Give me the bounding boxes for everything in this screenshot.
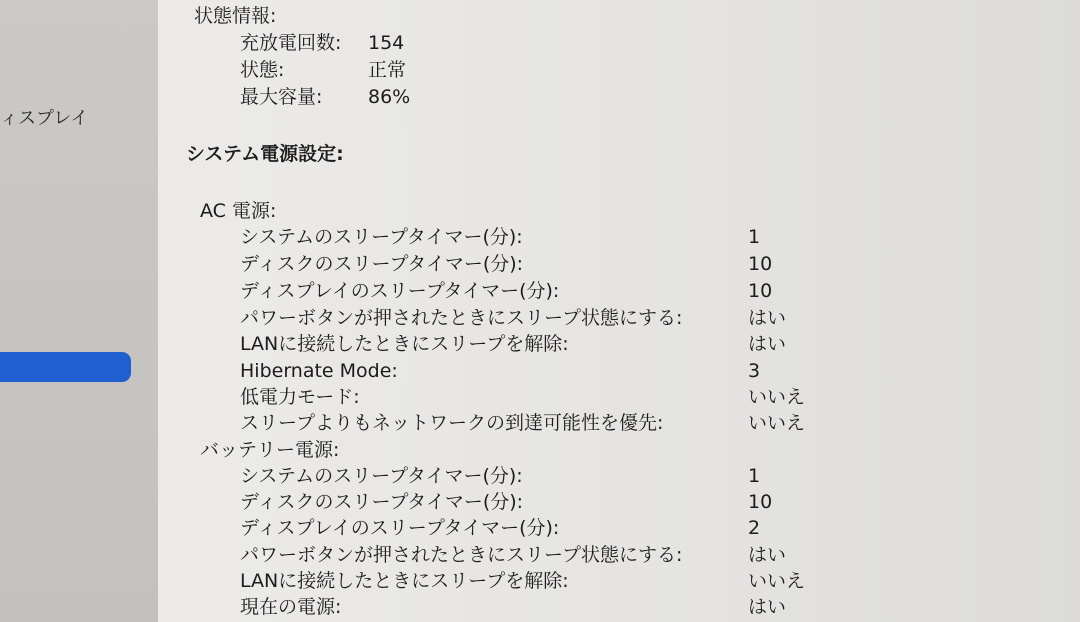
- ac-row-label: 低電力モード:: [240, 386, 360, 408]
- ac-row-value: 10: [748, 280, 773, 302]
- battery-row-label: パワーボタンが押されたときにスリープ状態にする:: [240, 544, 683, 566]
- battery-row-label: 現在の電源:: [240, 596, 342, 618]
- battery-row-value: いいえ: [748, 570, 806, 592]
- battery-row-value: はい: [748, 544, 787, 566]
- battery-row-value: はい: [748, 596, 787, 618]
- battery-row-label: システムのスリープタイマー(分):: [240, 465, 523, 487]
- ac-row-label: ディスプレイのスリープタイマー(分):: [240, 280, 560, 302]
- ac-power-heading: AC 電源:: [200, 200, 277, 222]
- ac-row-value: 10: [748, 253, 773, 275]
- condition-label: 状態:: [240, 59, 285, 81]
- sidebar: [0, 0, 159, 622]
- ac-row-value: 1: [748, 226, 761, 248]
- ac-row-label: スリープよりもネットワークの到達可能性を優先:: [240, 412, 664, 434]
- max-capacity-value: 86%: [368, 86, 411, 108]
- ac-row-value: いいえ: [748, 386, 806, 408]
- battery-row-value: 1: [748, 465, 761, 487]
- battery-power-heading: バッテリー電源:: [200, 439, 340, 461]
- battery-row-value: 10: [748, 491, 773, 513]
- battery-row-label: ディスクのスリープタイマー(分):: [240, 491, 524, 513]
- battery-row-label: LANに接続したときにスリープを解除:: [240, 570, 569, 592]
- cycle-count-label: 充放電回数:: [240, 32, 342, 54]
- ac-row-value: はい: [748, 333, 787, 355]
- power-settings-heading: システム電源設定:: [186, 143, 344, 165]
- ac-row-label: システムのスリープタイマー(分):: [240, 226, 523, 248]
- ac-row-value: 3: [748, 360, 761, 382]
- condition-value: 正常: [368, 59, 407, 81]
- ac-row-label: Hibernate Mode:: [240, 360, 398, 382]
- sidebar-item-display[interactable]: ィスプレイ: [0, 108, 89, 129]
- battery-row-value: 2: [748, 517, 761, 539]
- ac-row-value: はい: [748, 307, 787, 329]
- sidebar-selected-item[interactable]: [0, 352, 131, 382]
- max-capacity-label: 最大容量:: [240, 86, 323, 108]
- cycle-count-value: 154: [368, 32, 405, 54]
- system-report-content: [158, 0, 1080, 622]
- ac-row-label: パワーボタンが押されたときにスリープ状態にする:: [240, 307, 683, 329]
- ac-row-value: いいえ: [748, 412, 806, 434]
- battery-row-label: ディスプレイのスリープタイマー(分):: [240, 517, 560, 539]
- ac-row-label: LANに接続したときにスリープを解除:: [240, 333, 569, 355]
- ac-row-label: ディスクのスリープタイマー(分):: [240, 253, 524, 275]
- battery-state-heading: 状態情報:: [194, 5, 277, 27]
